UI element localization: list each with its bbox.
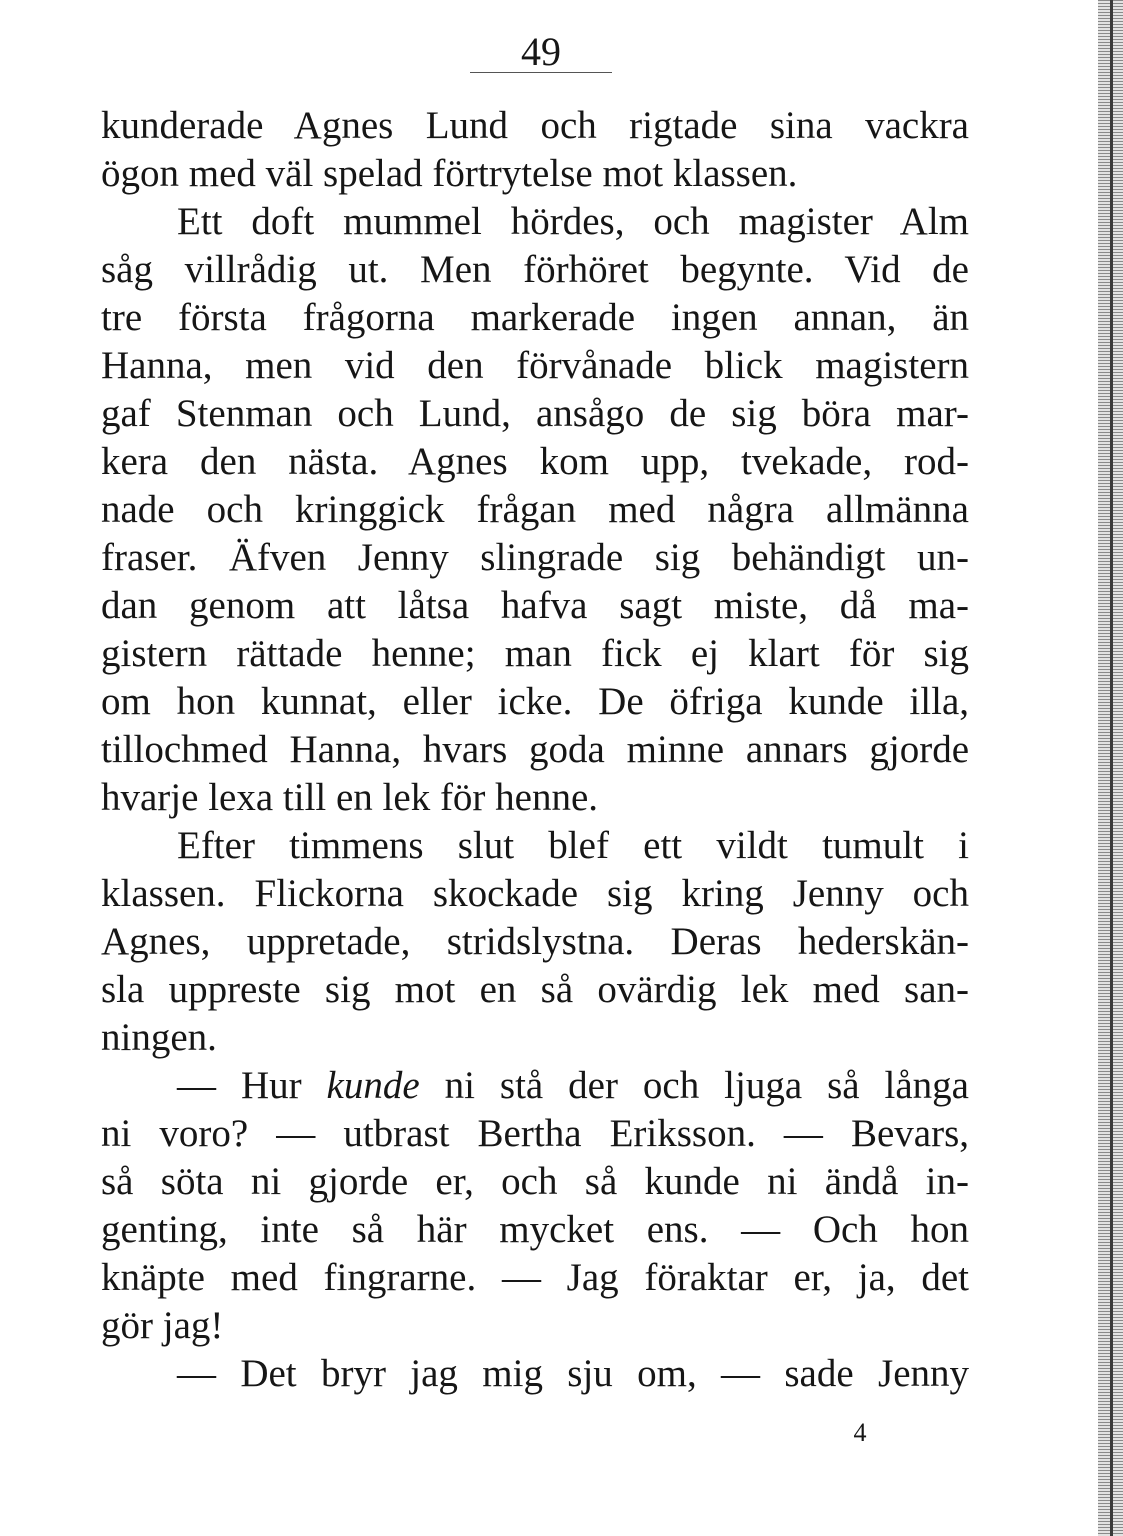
emphasized-word: kunde bbox=[326, 1064, 420, 1107]
page-number-rule bbox=[470, 72, 612, 73]
text-line: tillochmed Hanna, hvars goda minne annars gjorde bbox=[101, 728, 969, 771]
page-number: 49 bbox=[521, 29, 561, 74]
text-line: kera den nästa. Agnes kom upp, tvekade, rod- bbox=[101, 440, 969, 483]
text-line: ningen. bbox=[101, 1016, 217, 1059]
text-line: gaf Stenman och Lund, ansågo de sig böra mar- bbox=[101, 392, 969, 435]
text-line: tre första frågorna markerade ingen annan, än bbox=[101, 296, 969, 339]
body-text bbox=[101, 102, 969, 1398]
text-line: sla uppreste sig mot en så ovärdig lek med san- bbox=[101, 968, 969, 1011]
text-line: dan genom att låtsa hafva sagt miste, då ma- bbox=[101, 584, 969, 627]
text-line: ni voro? — utbrast Bertha Eriksson. — Bevars, bbox=[101, 1112, 969, 1155]
text-line: knäpte med fingrarne. — Jag föraktar er, ja, det bbox=[101, 1256, 969, 1299]
text-line: så söta ni gjorde er, och så kunde ni ändå in- bbox=[101, 1160, 969, 1203]
binding-shadow bbox=[1110, 0, 1113, 1536]
text-line: hvarje lexa till en lek för henne. bbox=[101, 776, 599, 819]
text-line: genting, inte så här mycket ens. — Och hon bbox=[101, 1208, 969, 1251]
text-line: om hon kunnat, eller icke. De öfriga kunde illa, bbox=[101, 680, 969, 723]
text-line: Agnes, uppretade, stridslystna. Deras hederskän- bbox=[101, 920, 969, 963]
text-line: Hanna, men vid den förvånade blick magistern bbox=[101, 344, 969, 387]
text-line: — Det bryr jag mig sju om, — sade Jenny bbox=[177, 1352, 969, 1395]
text-line: klassen. Flickorna skockade sig kring Jenny och bbox=[101, 872, 969, 915]
text-segment: — Hur bbox=[177, 1064, 327, 1107]
text-line bbox=[101, 1062, 969, 1110]
text-line: såg villrådig ut. Men förhöret begynte. Vid de bbox=[101, 248, 969, 291]
text-line: ögon med väl spelad förtrytelse mot klassen. bbox=[101, 152, 798, 195]
signature-mark: 4 bbox=[853, 1418, 867, 1447]
text-line: gistern rättade henne; man fick ej klart för sig bbox=[101, 632, 969, 675]
text-line: nade och kringgick frågan med några allmänna bbox=[101, 488, 969, 531]
text-line: Efter timmens slut blef ett vildt tumult i bbox=[177, 824, 969, 867]
text-line: Ett doft mummel hördes, och magister Alm bbox=[177, 200, 969, 243]
text-line: fraser. Äfven Jenny slingrade sig behändigt un- bbox=[101, 536, 969, 579]
text-line: gör jag! bbox=[101, 1304, 224, 1347]
text-line: kunderade Agnes Lund och rigtade sina vackra bbox=[101, 104, 969, 147]
text-segment: ni stå der och ljuga så långa bbox=[419, 1064, 969, 1107]
